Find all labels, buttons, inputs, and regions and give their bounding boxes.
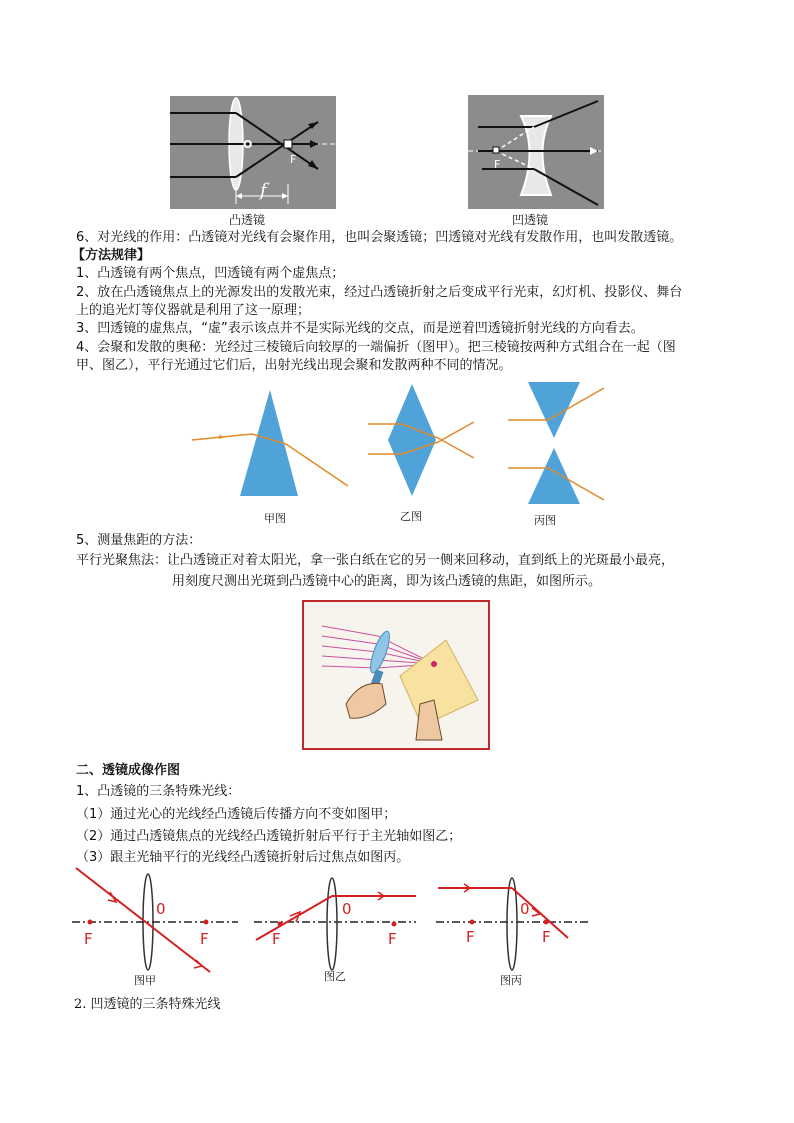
bing-o-label: 0 <box>520 900 530 918</box>
diagram-caption-jia: 图甲 <box>134 974 156 987</box>
prism-figure-jia <box>190 388 350 508</box>
method-p4a: 4、会聚和发散的奥秘：光经过三棱镜后向较厚的一端偏折（图甲）。把三棱镜按两种方式组合在一起（图 <box>76 340 676 355</box>
section2-sub1: 1、凸透镜的三条特殊光线： <box>76 784 241 799</box>
jia-o-label: 0 <box>156 900 166 918</box>
section2-heading: 二、透镜成像作图 <box>76 763 181 778</box>
sunlight-focus-photo <box>302 600 490 750</box>
convex-f-label: F <box>290 153 297 166</box>
diagram-caption-bing: 图丙 <box>500 974 522 987</box>
jia-f-right-label: F <box>200 930 209 948</box>
rule-1: （1）通过光心的光线经凸透镜后传播方向不变如图甲； <box>76 807 397 822</box>
method-p1: 1、凸透镜有两个焦点，凹透镜有两个虚焦点； <box>76 266 345 281</box>
convex-caption: 凸透镜 <box>229 213 266 227</box>
rule-3: （3）跟主光轴平行的光线经凸透镜折射后过焦点如图丙。 <box>76 850 410 865</box>
prism-figure-bing <box>508 382 608 510</box>
convex-lens-figure <box>170 96 336 209</box>
prism-figure-yi <box>368 384 478 504</box>
method-p3: 3、凹透镜的虚焦点，“虚”表示该点并不是实际光线的交点，而是逆着凹透镜折射光线的方向看去。 <box>76 321 644 336</box>
method-p2b: 上的追光灯等仪器就是利用了这一原理； <box>76 303 311 318</box>
rule-2: （2）通过凸透镜焦点的光线经凸透镜折射后平行于主光轴如图乙； <box>76 829 462 844</box>
item5-title: 5、测量焦距的方法： <box>76 533 202 548</box>
method-p4b: 甲、图乙），平行光通过它们后，出射光线出现会聚和发散两种不同的情况。 <box>76 358 512 373</box>
convex-focal-label: f <box>260 180 267 201</box>
concave-f-label: F <box>494 158 501 171</box>
method-p2a: 2、放在凸透镜焦点上的光源发出的发散光束，经过凸透镜折射之后变成平行光束，幻灯机、投影仪、舞台 <box>76 285 683 300</box>
concave-caption: 凹透镜 <box>512 213 549 227</box>
prism-caption-yi: 乙图 <box>400 510 422 523</box>
item5-line2: 用刻度尺测出光斑到凸透镜中心的距离，即为该凸透镜的焦距，如图所示。 <box>172 574 602 589</box>
item6-text: 6、对光线的作用：凸透镜对光线有会聚作用，也叫会聚透镜；凹透镜对光线有发散作用，也叫发散透镜。 <box>76 230 683 245</box>
section2-sub2: 2. 凹透镜的三条特殊光线 <box>74 997 221 1012</box>
convex-ray-diagram-bing <box>436 874 592 974</box>
convex-ray-diagram-yi <box>254 872 420 972</box>
yi-o-label: 0 <box>342 900 352 918</box>
diagram-caption-yi: 图乙 <box>324 970 346 983</box>
yi-f-right-label: F <box>388 930 397 948</box>
convex-o-label: O <box>243 138 253 151</box>
jia-f-left-label: F <box>84 930 93 948</box>
prism-caption-bing: 丙图 <box>534 514 556 527</box>
bing-f-right-label: F <box>542 928 551 946</box>
prism-caption-jia: 甲图 <box>264 512 286 525</box>
convex-ray-diagram-jia <box>72 866 242 974</box>
bing-f-left-label: F <box>466 928 475 946</box>
concave-lens-figure <box>468 95 604 209</box>
method-heading: 【方法规律】 <box>72 248 151 263</box>
yi-f-left-label: F <box>272 930 281 948</box>
item5-line1: 平行光聚焦法：让凸透镜正对着太阳光，拿一张白纸在它的另一侧来回移动，直到纸上的光斑最小最亮， <box>76 553 675 568</box>
